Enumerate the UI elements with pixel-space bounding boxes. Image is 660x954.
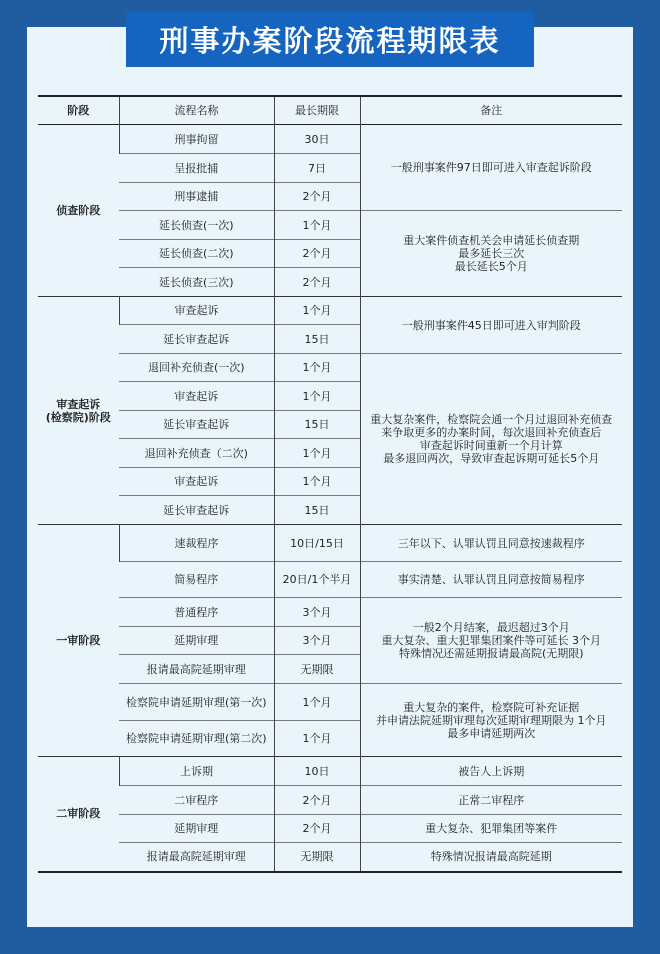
table-row — [38, 562, 622, 598]
limit-cell: 1个月 — [274, 439, 360, 468]
procedure-cell: 延长侦查(一次) — [158, 218, 234, 232]
note-cell: 被告人上诉期 — [360, 757, 622, 786]
table-row — [38, 684, 622, 721]
procedure-cell: 检察院申请延期审理(第一次) — [125, 695, 267, 709]
limit-cell: 2个月 — [274, 268, 360, 297]
limit-cell: 15日 — [274, 496, 360, 525]
limit-cell: 无期限 — [274, 655, 360, 684]
procedure-cell: 上诉期 — [119, 757, 274, 786]
stage-prosecution-review: 审查起诉 (检察院)阶段 — [45, 397, 111, 424]
table-row — [38, 297, 622, 325]
header-stage: 阶段 — [67, 104, 90, 117]
procedure-cell: 普通程序 — [174, 605, 219, 619]
procedure-cell: 简易程序 — [174, 573, 219, 586]
note-cell: 一般刑事案件45日即可进入审判阶段 — [360, 297, 622, 354]
limit-cell: 15日 — [274, 411, 360, 439]
procedure-cell: 报请最高院延期审理 — [146, 662, 246, 676]
procedure-cell: 延期审理 — [174, 634, 219, 647]
limit-cell: 15日 — [274, 325, 360, 354]
procedure-cell: 延长审查起诉 — [163, 332, 230, 346]
note-cell: 重大案件侦查机关会申请延长侦查期 最多延长三次 最长延长5个月 — [360, 211, 622, 297]
table-row — [38, 525, 622, 562]
limit-cell: 2个月 — [274, 240, 360, 268]
procedure-cell: 审查起诉 — [174, 389, 219, 403]
table-row — [38, 598, 622, 627]
limit-cell: 3个月 — [274, 627, 360, 655]
procedure-cell: 刑事拘留 — [119, 125, 274, 154]
note-cell: 重大复杂案件，检察院会通一个月过退回补充侦查 来争取更多的办案时间，每次退回补充侦查后 审查起诉时间重新一个月计算 最多退回两次，导致审查起诉期可延长5个月 — [360, 354, 622, 525]
procedure-cell: 延长审查起诉 — [163, 418, 230, 431]
deadline-table — [38, 95, 622, 873]
limit-cell: 2个月 — [274, 815, 360, 843]
procedure-cell: 呈报批捕 — [174, 161, 219, 175]
procedure-cell: 退回补充侦查（二次) — [144, 446, 248, 460]
procedure-cell: 退回补充侦查(一次) — [147, 361, 245, 374]
procedure-cell: 二审程序 — [174, 793, 219, 807]
stage-second-instance: 二审阶段 — [56, 807, 101, 821]
procedure-cell: 检察院申请延期审理(第二次) — [125, 732, 267, 745]
limit-cell: 30日 — [274, 125, 360, 154]
table-row — [38, 757, 622, 786]
limit-cell: 20日/1个半月 — [274, 562, 360, 598]
note-cell: 重大复杂、犯罪集团等案件 — [360, 815, 622, 843]
procedure-cell: 速裁程序 — [119, 525, 274, 562]
limit-cell: 10日/15日 — [274, 525, 360, 562]
table-row — [38, 211, 622, 240]
table-row — [38, 843, 622, 872]
note-cell: 特殊情况报请最高院延期 — [360, 843, 622, 872]
limit-cell: 1个月 — [274, 684, 360, 721]
procedure-cell: 延长侦查(二次) — [158, 247, 234, 260]
limit-cell: 1个月 — [274, 297, 360, 325]
note-cell: 正常二审程序 — [360, 786, 622, 815]
limit-cell: 1个月 — [274, 354, 360, 382]
limit-cell: 1个月 — [274, 721, 360, 757]
limit-cell: 2个月 — [274, 183, 360, 211]
note-cell: 重大复杂的案件，检察院可补充证据 并申请法院延期审理每次延期审理期限为 1个月 最多申请延期两次 — [360, 684, 622, 757]
limit-cell: 3个月 — [274, 598, 360, 627]
table-row — [38, 815, 622, 843]
procedure-cell: 延期审理 — [174, 822, 219, 835]
limit-cell: 1个月 — [274, 382, 360, 411]
note-cell: 一般2个月结案，最迟超过3个月 重大复杂、重大犯罪集团案件等可延长 3个月 特殊情况还需延期报请最高院(无期限) — [360, 598, 622, 684]
note-cell: 一般刑事案件97日即可进入审查起诉阶段 — [360, 125, 622, 211]
procedure-cell: 刑事逮捕 — [174, 190, 219, 203]
procedure-cell: 延长审查起诉 — [163, 503, 230, 517]
limit-cell: 1个月 — [274, 211, 360, 240]
procedure-cell: 审查起诉 — [119, 297, 274, 325]
table-header-row — [38, 96, 622, 125]
stage-investigation: 侦查阶段 — [56, 204, 101, 217]
limit-cell: 10日 — [274, 757, 360, 786]
page-title: 刑事办案阶段流程期限表 — [126, 12, 534, 67]
stage-first-instance: 一审阶段 — [56, 634, 101, 647]
header-limit: 最长期限 — [274, 96, 360, 125]
table-row — [38, 354, 622, 382]
limit-cell: 2个月 — [274, 786, 360, 815]
note-cell: 事实清楚、认罪认罚且同意按简易程序 — [360, 562, 622, 598]
procedure-cell: 报请最高院延期审理 — [146, 850, 246, 864]
procedure-cell: 延长侦查(三次) — [158, 275, 234, 289]
table-row — [38, 786, 622, 815]
limit-cell: 无期限 — [274, 843, 360, 872]
table-row — [38, 125, 622, 154]
note-cell: 三年以下、认罪认罚且同意按速裁程序 — [360, 525, 622, 562]
limit-cell: 7日 — [274, 154, 360, 183]
limit-cell: 1个月 — [274, 468, 360, 496]
header-procedure: 流程名称 — [119, 96, 274, 125]
procedure-cell: 审查起诉 — [174, 475, 219, 488]
header-notes: 备注 — [360, 96, 622, 125]
